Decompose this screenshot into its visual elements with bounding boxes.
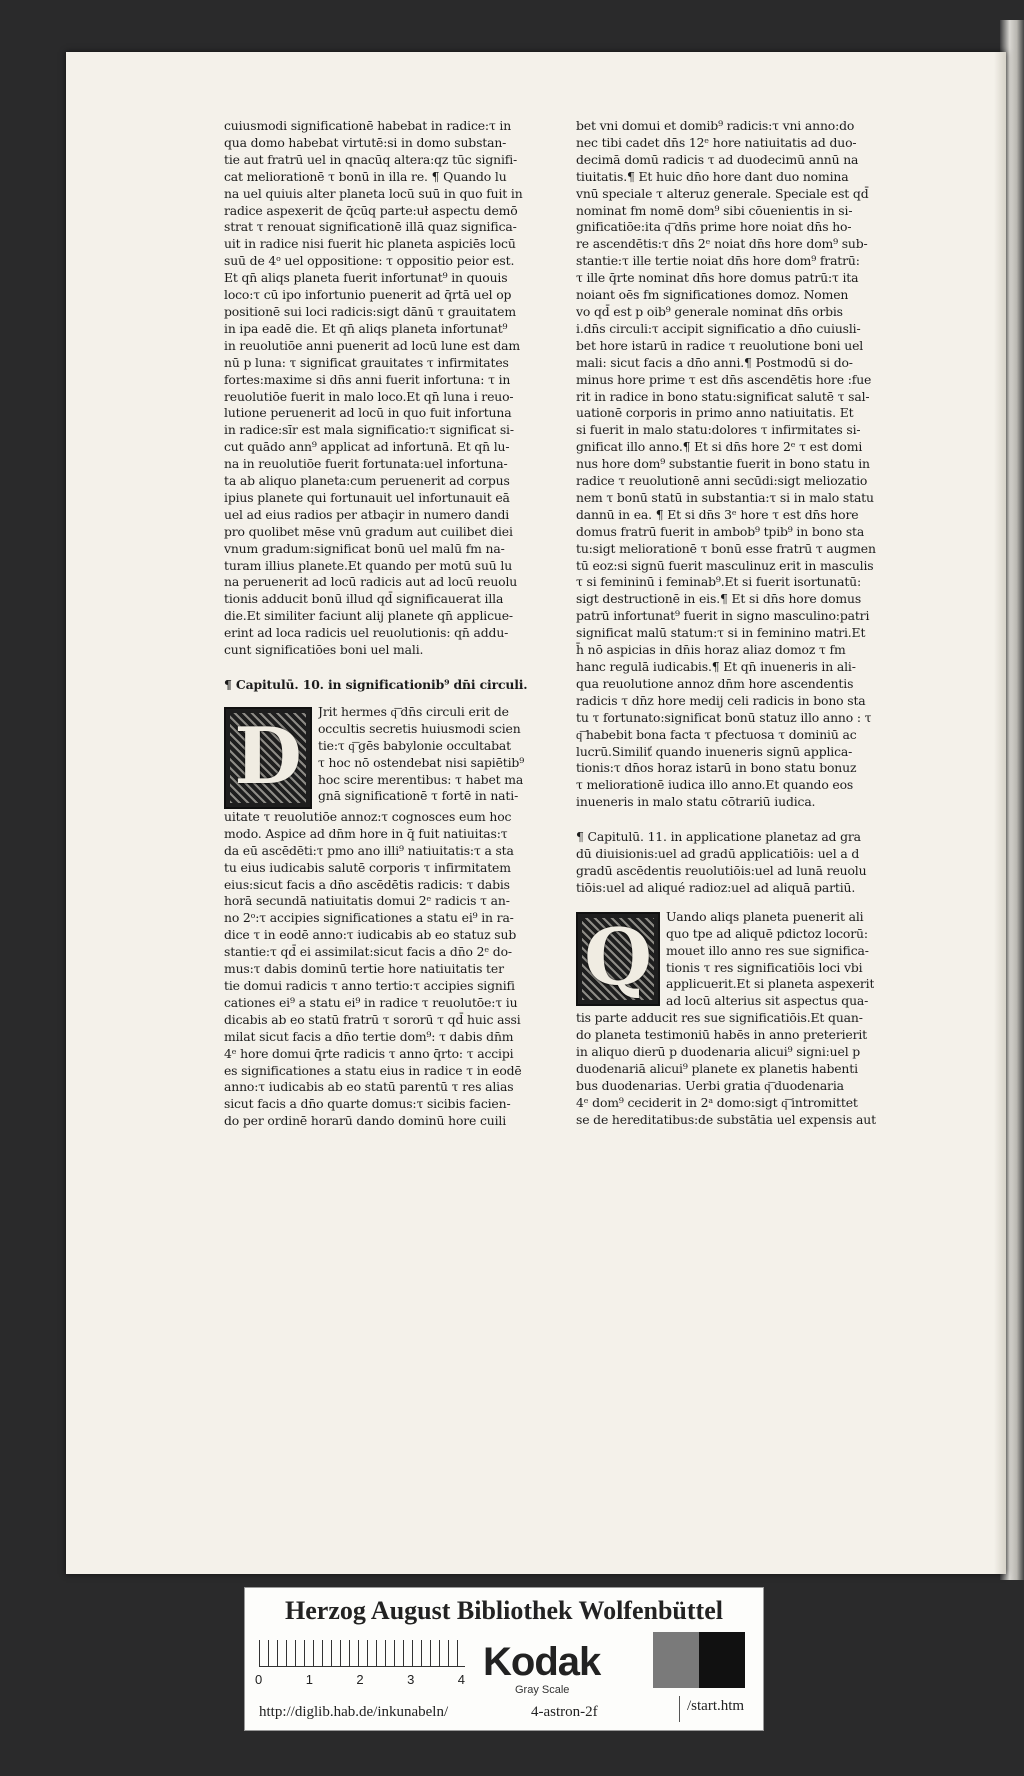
heading-line: tiōis:uel ad aliqué radioz:uel ad aliquā partiū. xyxy=(576,879,856,895)
gray-swatch xyxy=(653,1632,699,1688)
text-line: nec tibi cadet dn̄s 12ᵉ hore natiuitatis ad duo‐ xyxy=(576,134,857,150)
text-line: 4ᵉ hore domui q̄rte radicis τ anno q̄rto: τ accipi xyxy=(224,1045,514,1061)
text-line: tu τ fortunato:significat bonū statuz illo anno : τ xyxy=(576,709,872,725)
text-line: qua reuolutione annoz dn̄m hore ascendentis xyxy=(576,675,854,691)
text-line: tie aut fratrū uel in qnacūq altera:qz tūc signifi‐ xyxy=(224,151,518,167)
text-line: quo tpe ad aliquē pdictoz locorū: xyxy=(666,925,868,941)
text-line: τ ille q̄rte nominat dn̄s hore domus patrū:τ ita xyxy=(576,270,859,286)
text-line: uit in radice nisi fuerit hic planeta aspiciēs locū xyxy=(224,236,516,252)
text-line: minus hore prime τ est dn̄s ascendētis hore :fue xyxy=(576,371,872,387)
text-line: cat meliorationē τ bonū in illa re. ¶ Quando lu xyxy=(224,168,507,184)
text-line: tu eius iudicabis salutē corporis τ infirmitatem xyxy=(224,859,511,875)
library-title: Herzog August Bibliothek Wolfenbüttel xyxy=(285,1596,723,1625)
text-line: 4ᵉ dom⁹ ceciderit in 2ᵃ domo:sigt q͞ intromittet xyxy=(576,1094,858,1110)
text-line: h̄ nō aspicias in dn̄is horaz aliaz domoz τ fm xyxy=(576,642,846,658)
decorated-initial xyxy=(576,912,660,1006)
text-line: dice τ in eodē anno:τ iudicabis ab eo statuz sub xyxy=(224,927,517,943)
text-line: cunt significatiōes boni uel mali. xyxy=(224,642,424,658)
text-line: noiant oēs fm significationes domoz. Nomen xyxy=(576,287,849,303)
text-line: turam illius planete.Et quando per motū suū lu xyxy=(224,557,513,573)
text-line: tie:τ q͞ gēs babylonie occultabat xyxy=(318,737,511,753)
text-line: tie domui radicis τ anno tertio:τ accipies signifi xyxy=(224,977,515,993)
text-line: vo qd̄ est p oib⁹ generale nominat dn̄s orbis xyxy=(576,303,843,319)
text-line: gnificat illo anno.¶ Et si dn̄s hore 2ᵉ τ est domi xyxy=(576,439,863,455)
chapter-heading xyxy=(576,829,902,897)
text-line: lucrū.Similiť quando inueneris signū applica‐ xyxy=(576,743,853,759)
text-line: re ascendētis:τ dn̄s 2ᵉ noiat dn̄s hore dom⁹ sub‐ xyxy=(576,236,868,252)
ruler-number: 4 xyxy=(457,1672,465,1687)
text-line: radice aspexerit de q̄cūq parte:uł aspectu demō xyxy=(224,202,518,218)
text-line: stantie:τ qd̄ ei assimilat:sicut facis a dn̄o 2ᵉ do‐ xyxy=(224,944,512,960)
text-line: erint ad loca radicis uel reuolutionis: qn̄ addu‐ xyxy=(224,625,509,641)
kodak-logo: Kodak xyxy=(483,1640,601,1684)
text-line: radice τ reuolutionē anni secūdi:sigt meliozatio xyxy=(576,473,868,489)
text-line: rit in radice in bono statu:significat salutē τ sal‐ xyxy=(576,388,870,404)
text-line: suū de 4ᵒ uel oppositione: τ oppositio peior est. xyxy=(224,253,515,269)
ruler-number: 0 xyxy=(255,1672,263,1687)
text-line: do per ordinē horarū dando dominū hore cuili xyxy=(224,1113,507,1129)
text-line: τ si femininū i feminab⁹.Et si fuerit isortunatū: xyxy=(576,574,862,590)
text-line: i.dn̄s circuli:τ accipit significatio a dn̄o cuiusli‐ xyxy=(576,320,861,336)
text-line: radicis τ dn̄z hore medij celi radicis in bono sta xyxy=(576,692,866,708)
text-line: cuiusmodi significationē habebat in radice:τ in xyxy=(224,118,512,133)
text-line: tionis τ res significatiōis loci vbi xyxy=(666,959,863,975)
text-line: occultis secretis huiusmodi scien xyxy=(318,720,521,736)
scale-ruler xyxy=(259,1640,465,1667)
initial-letter: Q xyxy=(584,912,652,1004)
text-line: gnā significationē τ fortē in nati‐ xyxy=(318,788,519,804)
text-line: mali: sicut facis a dn̄o anni.¶ Postmodū si do‐ xyxy=(576,354,853,370)
text-line: se de hereditatibus:de substātia uel expensis aut xyxy=(576,1111,876,1127)
text-line: inueneris in malo statu cōtrariū iudica. xyxy=(576,794,816,810)
text-line: uationē corporis in primo anno natiuitatis. Et xyxy=(576,405,854,421)
initial-paragraph xyxy=(576,909,902,1010)
text-line: lutione peruenerit ad locū in quo fuit infortuna xyxy=(224,405,512,421)
text-line: anno:τ iudicabis ab eo statū parentū τ res alias xyxy=(224,1079,514,1095)
text-line: Uando aliqs planeta puenerit ali xyxy=(666,908,864,924)
source-url: http://diglib.hab.de/inkunabeln/ xyxy=(259,1704,449,1720)
initial-text xyxy=(666,909,874,1010)
text-line: tionis adducit bonū illud qd̄ significauerat illa xyxy=(224,591,504,607)
text-line: es significationes a statu eius in radice τ in eodē xyxy=(224,1062,522,1078)
text-line: in radice:sīr est mala significatio:τ significat si‐ xyxy=(224,422,514,438)
text-line: die.Et similiter faciunt alij planete qn̄ applicue‐ xyxy=(224,608,513,624)
text-line: nem τ bonū statū in substantia:τ si in malo statu xyxy=(576,489,874,505)
ruler-number: 3 xyxy=(407,1672,415,1687)
text-line: nus hore dom⁹ substantie fuerit in bono statu in xyxy=(576,456,870,472)
text-line: tū eoz:si signū fuerit masculinuz erit in masculis xyxy=(576,557,874,573)
text-line: uel ad eius radios per atbaçir in numero dandi xyxy=(224,506,510,522)
text-line: nominat fm nomē dom⁹ sibi cōuenientis in si‐ xyxy=(576,202,853,218)
text-line: ta ab aliquo planeta:cum peruenerit ad corpus xyxy=(224,473,510,489)
text-line: no 2ᵒ:τ accipies significationes a statu ei⁹ in ra‐ xyxy=(224,910,514,926)
text-line: bet hore istarū in radice τ reuolutione boni uel xyxy=(576,337,864,353)
color-target-card xyxy=(244,1587,764,1731)
page-fold-shadow xyxy=(994,52,1006,1574)
heading-line: ¶ Capitulū. 11. in applicatione planetaz ad gra xyxy=(576,829,861,845)
text-line: na uel quiuis alter planeta locū suū in quo fuit in xyxy=(224,185,523,201)
text-line: bet vni domui et domib⁹ radicis:τ vni anno:do xyxy=(576,118,855,133)
text-line: sigt destructionē in eis.¶ Et si dn̄s hore domus xyxy=(576,591,862,607)
text-line: ad locū alterius sit aspectus qua‐ xyxy=(666,993,869,1009)
text-line: na peruenerit ad locū radicis aut ad locū reuolu xyxy=(224,574,518,590)
text-line: in ipa eadē die. Et qn̄ aliqs planeta infortunat⁹ xyxy=(224,320,508,336)
text-line: decimā domū radicis τ ad duodecimū annū na xyxy=(576,151,859,167)
text-line: patrū infortunat⁹ fuerit in signo masculino:patri xyxy=(576,608,870,624)
text-line: Et qn̄ aliqs planeta fuerit infortunat⁹ in quouis xyxy=(224,270,508,286)
shelfmark: 4-astron-2f xyxy=(531,1704,598,1720)
text-line: fortes:maxime si dn̄s anni fuerit infortuna: τ in xyxy=(224,371,511,387)
text-line: applicuerit.Et si planeta aspexerit xyxy=(666,976,875,992)
chapter-heading: ¶ Capitulū. 10. in significationib⁹ dn̄i circuli. xyxy=(224,677,528,692)
text-line: qua domo habebat virtutē:si in domo substan‐ xyxy=(224,134,507,150)
text-line: mus:τ dabis dominū tertie hore natiuitatis ter xyxy=(224,961,504,977)
text-line: domus fratrū fuerit in ambob⁹ tpib⁹ in bono sta xyxy=(576,523,865,539)
text-line: mouet illo anno res sue significa‐ xyxy=(666,942,869,958)
text-line: eius:sicut facis a dn̄o ascēdētis radicis: τ dabis xyxy=(224,876,510,892)
right-column xyxy=(576,118,902,1129)
black-swatch xyxy=(699,1632,745,1688)
text-line: hanc regulā iudicabis.¶ Et qn̄ inueneris in ali‐ xyxy=(576,659,856,674)
text-line: τ meliorationē iudica illo anno.Et quando eos xyxy=(576,777,854,793)
initial-paragraph xyxy=(224,704,546,809)
text-line: hoc scire merentibus: τ habet ma xyxy=(318,771,524,787)
text-line: dannū in ea. ¶ Et si dn̄s 3ᵉ hore τ est dn̄s hore xyxy=(576,506,859,522)
heading-line: dū diuisionis:uel ad gradū applicatiōis: uel a d xyxy=(576,846,860,862)
text-line: reuolutiōe fuerit in malo loco.Et qn̄ luna i reuo‐ xyxy=(224,388,514,404)
text-line: significat malū statum:τ si in feminino matri.Et xyxy=(576,625,866,641)
text-line: duodenariā alicui⁹ planete ex planetis habenti xyxy=(576,1060,858,1076)
separator xyxy=(679,1696,680,1722)
text-line: si fuerit in malo statu:dolores τ infirmitates si‐ xyxy=(576,422,861,438)
text-line: in reuolutiōe anni puenerit ad locū lune est dam xyxy=(224,337,521,353)
text-line: gnificatiōe:ita q͞ dn̄s prime hore noiat dn̄s ho‐ xyxy=(576,219,852,235)
start-link: /start.htm xyxy=(687,1698,745,1714)
ruler-numbers xyxy=(255,1672,465,1687)
text-line: Jrit hermes q͞ dn̄s circuli erit de xyxy=(318,703,509,719)
text-line: sicut facis a dn̄o quarte domus:τ sicibis facien‐ xyxy=(224,1096,511,1112)
text-line: tiuitatis.¶ Et huic dn̄o hore dant duo nomina xyxy=(576,168,849,184)
text-line: milat sicut facis a dn̄o tertie dom⁹: τ dabis dn̄m xyxy=(224,1028,514,1044)
text-line: uitate τ reuolutiōe annoz:τ cognosces eum hoc xyxy=(224,808,512,824)
text-line: vnū speciale τ alteruz generale. Speciale est qd̄ xyxy=(576,185,869,201)
text-line: dicabis ab eo statū fratrū τ sororū τ qd̄ huic assi xyxy=(224,1011,521,1027)
initial-text xyxy=(318,704,524,805)
text-line: tionis:τ dn̄os horaz istarū in bono statu bonuz xyxy=(576,760,857,776)
text-line: loco:τ cū ipo infortunio puenerit ad q̄rtā uel op xyxy=(224,287,512,303)
text-line: tis parte adducit res sue significatiōis.Et quan‐ xyxy=(576,1010,863,1026)
text-line: vnum gradum:significat bonū uel malū fm na‐ xyxy=(224,540,505,556)
text-line: bus duodenarias. Uerbi gratia q͞ duodenaria xyxy=(576,1077,844,1093)
heading-line: gradū ascēdentis reuolutiōis:uel ad lunā reuolu xyxy=(576,862,867,878)
text-line: modo. Aspice ad dn̄m hore in q̄ fuit natiuitas:τ xyxy=(224,825,508,841)
text-line: pro quolibet mēse vnū gradum aut cuilibet diei xyxy=(224,523,513,539)
text-line: na in reuolutiōe fuerit fortunata:uel infortuna‐ xyxy=(224,456,508,472)
decorated-initial xyxy=(224,707,312,809)
text-line: τ hoc nō ostendebat nisi sapiētib⁹ xyxy=(318,754,525,770)
gray-scale-label: Gray Scale xyxy=(515,1684,570,1696)
ruler-number: 2 xyxy=(356,1672,364,1687)
text-line: nū p luna: τ significat grauitates τ infirmitates xyxy=(224,354,509,370)
text-line: tu:sigt meliorationē τ bonū esse fratrū τ augmen xyxy=(576,540,876,556)
text-line: cationes ei⁹ a statu ei⁹ in radice τ reuolutōe:τ iu xyxy=(224,994,518,1010)
initial-letter: D xyxy=(234,711,302,803)
text-line: positionē sui loci radicis:sigt dānū τ grauitatem xyxy=(224,303,516,319)
text-line: cut quādo ann⁹ applicat ad infortunā. Et qn̄ lu‐ xyxy=(224,439,510,455)
text-line: q͞ habebit bona facta τ pfectuosa τ dominiū ac xyxy=(576,726,857,742)
text-line: ipius planete qui fortunauit uel infortunauit eā xyxy=(224,489,510,505)
text-line: strat τ renouat significationē illā quaz significa‐ xyxy=(224,219,517,235)
ruler-number: 1 xyxy=(305,1672,313,1687)
text-line: do planeta testimoniū habēs in anno preterierit xyxy=(576,1027,868,1043)
text-line: stantie:τ ille tertie noiat dn̄s hore dom⁹ fratrū: xyxy=(576,253,860,269)
left-column xyxy=(224,118,546,1130)
text-line: horā secundā natiuitatis domui 2ᵉ radicis τ an‐ xyxy=(224,893,510,909)
text-line: in aliquo dierū p duodenaria alicui⁹ signi:uel p xyxy=(576,1044,861,1060)
text-line: da eū ascēdēti:τ pmo ano illi⁹ natiuitatis:τ a sta xyxy=(224,842,514,858)
